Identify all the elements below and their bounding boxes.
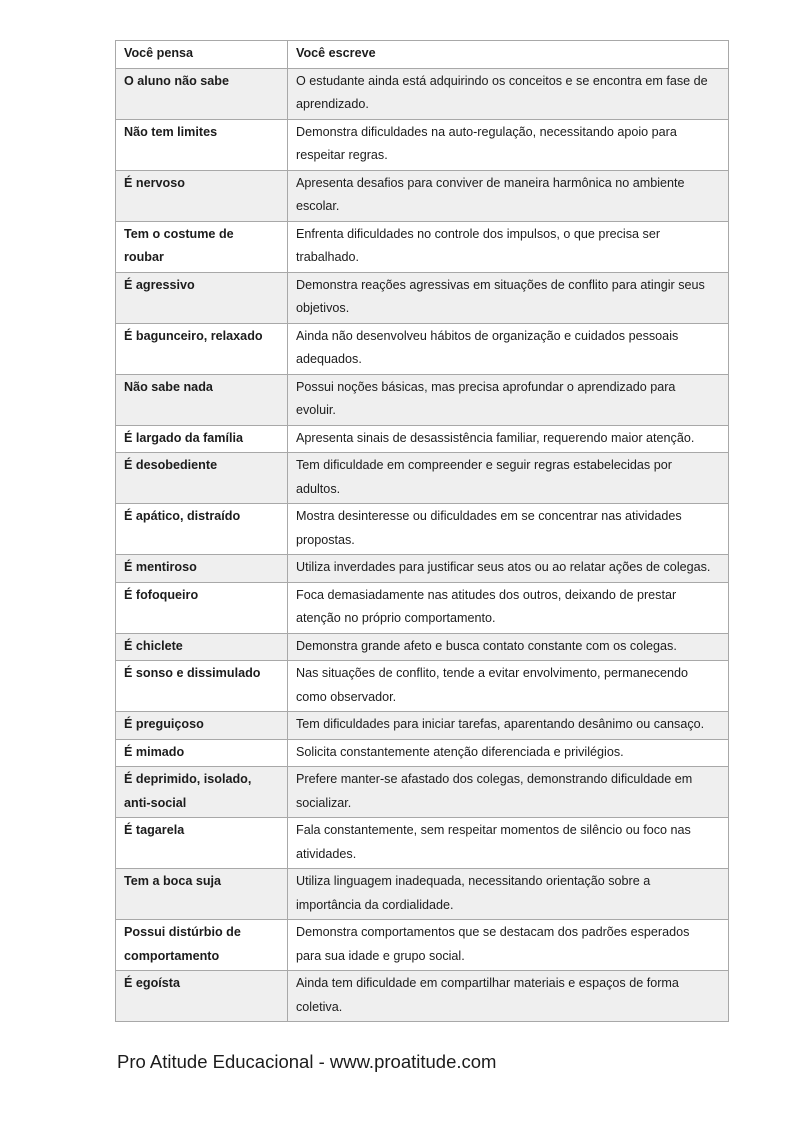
think-cell: É mimado: [116, 739, 288, 767]
write-cell: Ainda não desenvolveu hábitos de organização e cuidados pessoais adequados.: [288, 323, 729, 374]
write-cell: Tem dificuldades para iniciar tarefas, aparentando desânimo ou cansaço.: [288, 712, 729, 740]
table-row: [116, 221, 729, 272]
write-cell: O estudante ainda está adquirindo os conceitos e se encontra em fase de aprendizado.: [288, 68, 729, 119]
write-cell: Nas situações de conflito, tende a evitar envolvimento, permanecendo como observador.: [288, 661, 729, 712]
write-cell: Demonstra reações agressivas em situações de conflito para atingir seus objetivos.: [288, 272, 729, 323]
write-cell: Solicita constantemente atenção diferenciada e privilégios.: [288, 739, 729, 767]
table-row: [116, 661, 729, 712]
think-cell: É fofoqueiro: [116, 582, 288, 633]
think-cell: Possui distúrbio de comportamento: [116, 920, 288, 971]
think-cell: Tem o costume de roubar: [116, 221, 288, 272]
table-row: [116, 582, 729, 633]
header-row: [116, 41, 729, 69]
write-cell: Apresenta desafios para conviver de maneira harmônica no ambiente escolar.: [288, 170, 729, 221]
table-row: [116, 272, 729, 323]
think-cell: É sonso e dissimulado: [116, 661, 288, 712]
table-row: [116, 818, 729, 869]
table-header: [116, 41, 729, 69]
write-cell: Demonstra comportamentos que se destacam dos padrões esperados para sua idade e grupo social.: [288, 920, 729, 971]
table-row: [116, 971, 729, 1022]
think-cell: É agressivo: [116, 272, 288, 323]
column-header-think: Você pensa: [116, 41, 288, 69]
think-cell: É deprimido, isolado, anti-social: [116, 767, 288, 818]
table-row: [116, 869, 729, 920]
write-cell: Foca demasiadamente nas atitudes dos outros, deixando de prestar atenção no próprio comportamento.: [288, 582, 729, 633]
table-row: [116, 170, 729, 221]
table-row: [116, 633, 729, 661]
think-cell: O aluno não sabe: [116, 68, 288, 119]
think-cell: É egoísta: [116, 971, 288, 1022]
write-cell: Tem dificuldade em compreender e seguir regras estabelecidas por adultos.: [288, 453, 729, 504]
table-row: [116, 739, 729, 767]
think-cell: É chiclete: [116, 633, 288, 661]
write-cell: Demonstra dificuldades na auto-regulação, necessitando apoio para respeitar regras.: [288, 119, 729, 170]
write-cell: Demonstra grande afeto e busca contato constante com os colegas.: [288, 633, 729, 661]
think-cell: É bagunceiro, relaxado: [116, 323, 288, 374]
think-cell: É preguiçoso: [116, 712, 288, 740]
table-row: [116, 374, 729, 425]
table-row: [116, 504, 729, 555]
write-cell: Utiliza linguagem inadequada, necessitando orientação sobre a importância da cordialidade.: [288, 869, 729, 920]
rephrasing-table: [115, 40, 729, 1022]
footer-text: Pro Atitude Educacional - www.proatitude.com: [117, 1051, 497, 1072]
think-cell: É nervoso: [116, 170, 288, 221]
write-cell: Mostra desinteresse ou dificuldades em se concentrar nas atividades propostas.: [288, 504, 729, 555]
think-cell: É largado da família: [116, 425, 288, 453]
table-row: [116, 68, 729, 119]
think-cell: Tem a boca suja: [116, 869, 288, 920]
table-row: [116, 453, 729, 504]
table-row: [116, 425, 729, 453]
write-cell: Fala constantemente, sem respeitar momentos de silêncio ou foco nas atividades.: [288, 818, 729, 869]
think-cell: É tagarela: [116, 818, 288, 869]
think-cell: É mentiroso: [116, 555, 288, 583]
table-row: [116, 920, 729, 971]
write-cell: Apresenta sinais de desassistência familiar, requerendo maior atenção.: [288, 425, 729, 453]
table-row: [116, 323, 729, 374]
table-body: [116, 68, 729, 1022]
think-cell: É apático, distraído: [116, 504, 288, 555]
write-cell: Prefere manter-se afastado dos colegas, demonstrando dificuldade em socializar.: [288, 767, 729, 818]
table-row: [116, 119, 729, 170]
write-cell: Ainda tem dificuldade em compartilhar materiais e espaços de forma coletiva.: [288, 971, 729, 1022]
think-cell: É desobediente: [116, 453, 288, 504]
write-cell: Possui noções básicas, mas precisa aprofundar o aprendizado para evoluir.: [288, 374, 729, 425]
table-row: [116, 555, 729, 583]
write-cell: Utiliza inverdades para justificar seus atos ou ao relatar ações de colegas.: [288, 555, 729, 583]
table-row: [116, 712, 729, 740]
think-cell: Não tem limites: [116, 119, 288, 170]
table-row: [116, 767, 729, 818]
write-cell: Enfrenta dificuldades no controle dos impulsos, o que precisa ser trabalhado.: [288, 221, 729, 272]
think-cell: Não sabe nada: [116, 374, 288, 425]
column-header-write: Você escreve: [288, 41, 729, 69]
